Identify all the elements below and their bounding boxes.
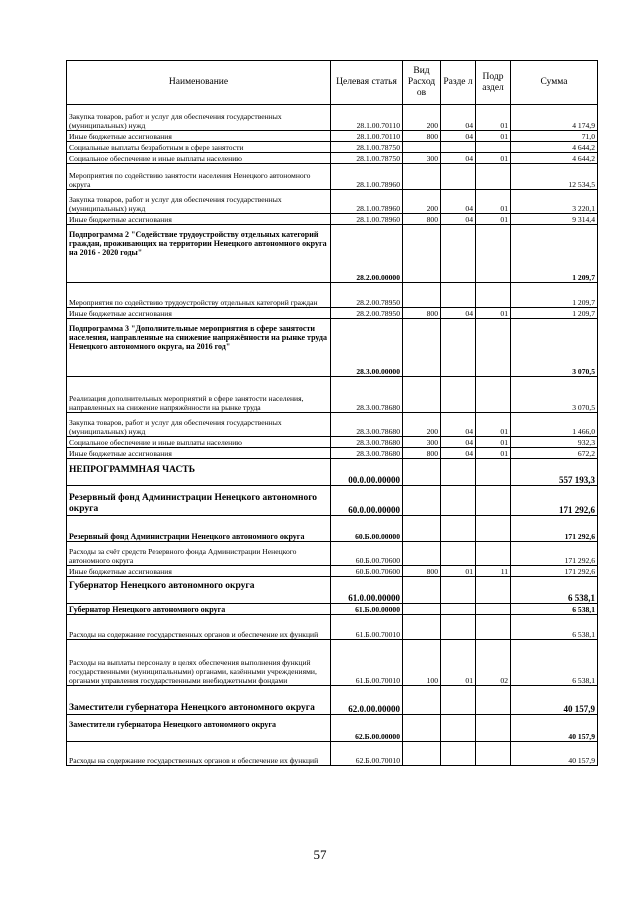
cell-section: 04 (441, 448, 476, 459)
cell-sum: 4 644,2 (511, 153, 598, 164)
cell-target: 60.Б.00.70600 (331, 566, 403, 577)
header-section: Разде л (441, 61, 476, 105)
cell-target: 61.Б.00.70010 (331, 615, 403, 640)
cell-section (441, 142, 476, 153)
cell-name: Подпрограмма 3 "Дополнительные мероприятия в сфере занятости населения, направленные на снижение напряжённости на рынке труда Ненецкого автономного округа, на 2016 год" (67, 319, 331, 377)
table-row (67, 319, 598, 377)
cell-section (441, 686, 476, 715)
cell-target: 62.Б.00.00000 (331, 715, 403, 742)
table-row (67, 142, 598, 153)
cell-subsection (476, 142, 511, 153)
cell-sum: 4 174,9 (511, 105, 598, 131)
cell-target: 28.3.00.78680 (331, 437, 403, 448)
cell-sum: 1 466,0 (511, 413, 598, 437)
cell-kind (403, 615, 441, 640)
cell-target: 28.1.00.78960 (331, 190, 403, 214)
cell-name: Закупка товаров, работ и услуг для обеспечения государственных (муниципальных) нужд (67, 105, 331, 131)
table-row (67, 686, 598, 715)
table-row (67, 742, 598, 766)
cell-name: Расходы на содержание государственных органов и обеспечение их функций (67, 615, 331, 640)
cell-name: Мероприятия по содействию трудоустройству отдельных категорий граждан (67, 283, 331, 308)
cell-kind (403, 486, 441, 516)
cell-section: 01 (441, 566, 476, 577)
cell-kind (403, 604, 441, 615)
cell-subsection (476, 604, 511, 615)
cell-name: Расходы за счёт средств Резервного фонда Администрации Ненецкого автономного округа (67, 542, 331, 566)
cell-kind (403, 459, 441, 486)
cell-section: 01 (441, 640, 476, 686)
cell-subsection (476, 319, 511, 377)
cell-section: 04 (441, 105, 476, 131)
cell-kind (403, 164, 441, 190)
table-row (67, 459, 598, 486)
cell-target: 28.1.00.78960 (331, 164, 403, 190)
cell-kind: 200 (403, 413, 441, 437)
cell-subsection (476, 577, 511, 604)
cell-subsection (476, 615, 511, 640)
cell-target: 28.2.00.78950 (331, 308, 403, 319)
cell-kind (403, 577, 441, 604)
cell-sum: 171 292,6 (511, 542, 598, 566)
cell-sum: 40 157,9 (511, 742, 598, 766)
cell-section (441, 542, 476, 566)
cell-target: 28.1.00.70110 (331, 105, 403, 131)
cell-kind (403, 225, 441, 283)
table-row (67, 566, 598, 577)
cell-sum: 6 538,1 (511, 640, 598, 686)
cell-section (441, 225, 476, 283)
cell-subsection (476, 225, 511, 283)
cell-section (441, 377, 476, 413)
cell-subsection: 01 (476, 131, 511, 142)
cell-subsection: 01 (476, 105, 511, 131)
cell-subsection: 11 (476, 566, 511, 577)
cell-section (441, 577, 476, 604)
cell-kind: 800 (403, 566, 441, 577)
cell-name: Расходы на содержание государственных органов и обеспечение их функций (67, 742, 331, 766)
cell-section (441, 715, 476, 742)
table-row (67, 308, 598, 319)
cell-kind (403, 516, 441, 542)
cell-subsection (476, 715, 511, 742)
cell-section (441, 283, 476, 308)
cell-sum: 71,0 (511, 131, 598, 142)
cell-sum: 171 292,6 (511, 486, 598, 516)
cell-subsection (476, 686, 511, 715)
cell-sum: 171 292,6 (511, 516, 598, 542)
cell-sum: 9 314,4 (511, 214, 598, 225)
cell-kind (403, 686, 441, 715)
table-row (67, 715, 598, 742)
cell-kind (403, 742, 441, 766)
cell-name: Мероприятия по содействию занятости населения Ненецкого автономного округа (67, 164, 331, 190)
cell-section (441, 516, 476, 542)
table-row (67, 486, 598, 516)
cell-sum: 1 209,7 (511, 308, 598, 319)
table-row (67, 283, 598, 308)
cell-section: 04 (441, 437, 476, 448)
page-number: 57 (313, 847, 327, 862)
cell-sum: 40 157,9 (511, 715, 598, 742)
cell-name: Подпрограмма 2 "Содействие трудоустройству отдельных категорий граждан, проживающих на территории Ненецкого автономного округа на 2016 - 2020 годы" (67, 225, 331, 283)
cell-target: 28.1.00.70110 (331, 131, 403, 142)
cell-target: 28.3.00.78680 (331, 448, 403, 459)
cell-sum: 12 534,5 (511, 164, 598, 190)
cell-subsection: 02 (476, 640, 511, 686)
cell-name: Социальные выплаты безработным в сфере занятости (67, 142, 331, 153)
cell-sum: 171 292,6 (511, 566, 598, 577)
cell-kind: 200 (403, 190, 441, 214)
cell-sum: 40 157,9 (511, 686, 598, 715)
cell-name: Губернатор Ненецкого автономного округа (67, 577, 331, 604)
cell-name: Заместители губернатора Ненецкого автономного округа (67, 715, 331, 742)
cell-sum: 4 644,2 (511, 142, 598, 153)
cell-subsection (476, 742, 511, 766)
cell-kind (403, 377, 441, 413)
cell-name: Резервный фонд Администрации Ненецкого автономного округа (67, 486, 331, 516)
cell-name: Иные бюджетные ассигнования (67, 308, 331, 319)
cell-target: 61.0.00.00000 (331, 577, 403, 604)
header-target: Целевая статья (331, 61, 403, 105)
cell-target: 28.3.00.78680 (331, 413, 403, 437)
cell-section (441, 604, 476, 615)
cell-name: Губернатор Ненецкого автономного округа (67, 604, 331, 615)
cell-sum: 557 193,3 (511, 459, 598, 486)
cell-section: 04 (441, 190, 476, 214)
table-row (67, 615, 598, 640)
cell-target: 62.Б.00.70010 (331, 742, 403, 766)
cell-subsection (476, 516, 511, 542)
cell-subsection: 01 (476, 437, 511, 448)
cell-kind: 200 (403, 105, 441, 131)
cell-name: Резервный фонд Администрации Ненецкого автономного округа (67, 516, 331, 542)
cell-target: 28.2.00.00000 (331, 225, 403, 283)
table-row (67, 577, 598, 604)
cell-subsection (476, 542, 511, 566)
cell-target: 28.1.00.78750 (331, 142, 403, 153)
cell-subsection: 01 (476, 413, 511, 437)
table-row (67, 413, 598, 437)
cell-sum: 932,3 (511, 437, 598, 448)
table-row (67, 516, 598, 542)
cell-subsection: 01 (476, 190, 511, 214)
cell-target: 60.0.00.00000 (331, 486, 403, 516)
table-row (67, 437, 598, 448)
cell-kind (403, 319, 441, 377)
cell-section: 04 (441, 214, 476, 225)
header-kind: Вид Расход ов (403, 61, 441, 105)
table-row (67, 131, 598, 142)
cell-kind: 800 (403, 214, 441, 225)
cell-section (441, 742, 476, 766)
cell-kind (403, 142, 441, 153)
cell-target: 28.2.00.78950 (331, 283, 403, 308)
cell-section: 04 (441, 153, 476, 164)
header-name: Наименование (67, 61, 331, 105)
cell-subsection: 01 (476, 308, 511, 319)
table-row (67, 153, 598, 164)
cell-name: Иные бюджетные ассигнования (67, 566, 331, 577)
cell-kind (403, 542, 441, 566)
cell-sum: 6 538,1 (511, 604, 598, 615)
cell-target: 00.0.00.00000 (331, 459, 403, 486)
cell-name: НЕПРОГРАММНАЯ ЧАСТЬ (67, 459, 331, 486)
cell-kind: 800 (403, 131, 441, 142)
table-row (67, 377, 598, 413)
cell-target: 60.Б.00.00000 (331, 516, 403, 542)
table-row (67, 164, 598, 190)
cell-sum: 3 220,1 (511, 190, 598, 214)
cell-target: 28.1.00.78750 (331, 153, 403, 164)
cell-name: Реализация дополнительных мероприятий в сфере занятости населения, направленных на снижение напряжённости на рынке труда (67, 377, 331, 413)
cell-name: Иные бюджетные ассигнования (67, 214, 331, 225)
cell-section (441, 319, 476, 377)
cell-kind: 300 (403, 153, 441, 164)
cell-sum: 672,2 (511, 448, 598, 459)
cell-name: Иные бюджетные ассигнования (67, 131, 331, 142)
table-row (67, 214, 598, 225)
table-row (67, 542, 598, 566)
cell-kind: 100 (403, 640, 441, 686)
cell-kind: 300 (403, 437, 441, 448)
header-sum: Сумма (511, 61, 598, 105)
cell-subsection: 01 (476, 214, 511, 225)
cell-section: 04 (441, 131, 476, 142)
header-subsection: Подр аздел (476, 61, 511, 105)
cell-target: 61.Б.00.70010 (331, 640, 403, 686)
cell-target: 28.3.00.00000 (331, 319, 403, 377)
cell-subsection: 01 (476, 153, 511, 164)
table-row (67, 105, 598, 131)
cell-sum: 3 070,5 (511, 377, 598, 413)
table-row (67, 190, 598, 214)
cell-section (441, 459, 476, 486)
cell-section (441, 615, 476, 640)
cell-section (441, 486, 476, 516)
cell-section: 04 (441, 308, 476, 319)
cell-sum: 3 070,5 (511, 319, 598, 377)
cell-name: Иные бюджетные ассигнования (67, 448, 331, 459)
table-row (67, 604, 598, 615)
cell-name: Социальное обеспечение и иные выплаты населению (67, 437, 331, 448)
cell-subsection (476, 377, 511, 413)
table-row (67, 640, 598, 686)
cell-kind: 800 (403, 448, 441, 459)
cell-name: Закупка товаров, работ и услуг для обеспечения государственных (муниципальных) нужд (67, 413, 331, 437)
cell-kind (403, 283, 441, 308)
cell-target: 60.Б.00.70600 (331, 542, 403, 566)
cell-section (441, 164, 476, 190)
table-row (67, 225, 598, 283)
table-row (67, 448, 598, 459)
cell-sum: 6 538,1 (511, 577, 598, 604)
cell-subsection (476, 459, 511, 486)
cell-name: Расходы на выплаты персоналу в целях обеспечения выполнения функций государственными (муниципальными) органами, казёнными учреждениями, органами управления государственными внебюджетными фондами (67, 640, 331, 686)
cell-target: 28.3.00.78680 (331, 377, 403, 413)
cell-name: Заместители губернатора Ненецкого автономного округа (67, 686, 331, 715)
cell-name: Закупка товаров, работ и услуг для обеспечения государственных (муниципальных) нужд (67, 190, 331, 214)
cell-kind (403, 715, 441, 742)
cell-subsection (476, 164, 511, 190)
cell-kind: 800 (403, 308, 441, 319)
cell-sum: 1 209,7 (511, 225, 598, 283)
table-header-row (67, 61, 598, 105)
cell-subsection (476, 486, 511, 516)
cell-sum: 1 209,7 (511, 283, 598, 308)
cell-target: 62.0.00.00000 (331, 686, 403, 715)
cell-section: 04 (441, 413, 476, 437)
cell-sum: 6 538,1 (511, 615, 598, 640)
cell-target: 61.Б.00.00000 (331, 604, 403, 615)
cell-name: Социальное обеспечение и иные выплаты населению (67, 153, 331, 164)
cell-subsection: 01 (476, 448, 511, 459)
cell-target: 28.1.00.78960 (331, 214, 403, 225)
cell-subsection (476, 283, 511, 308)
budget-table (66, 60, 598, 766)
